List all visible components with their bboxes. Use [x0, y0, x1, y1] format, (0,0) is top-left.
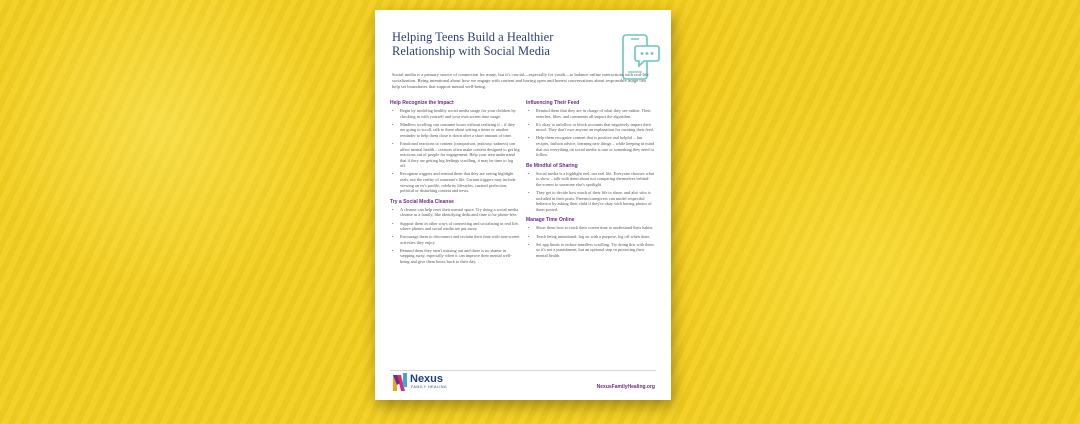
list-item: • A cleanse can help reset their mental space. Try doing a social media cleanse as a family, like identifying dedicated time to be phone-free. [390, 207, 520, 218]
list-item: • Social media is a highlight reel, not real life. Everyone chooses what to show – talk with them about not comparing themselves behind-the-scenes to someone else's spotlight. [526, 171, 656, 188]
intro-paragraph: Social media is a primary source of connection for many, but it's crucial—especially for youth—to balance online interactions with real-life socialization. Being intentional about how we engage with content and having open and honest conversations about responsible usage can help set boundaries that support mental well-being. [392, 71, 649, 89]
left-column [390, 100, 520, 270]
page-title: Helping Teens Build a Healthier Relationship with Social Media [392, 30, 554, 58]
section-heading: Be Mindful of Sharing [526, 162, 578, 169]
list-item: • It's okay to unfollow or block accounts that negatively impact their mood. They don't owe anyone an explanation for curating their feed. [526, 122, 656, 133]
bullet-list [526, 171, 656, 213]
bullet-list [390, 207, 520, 265]
nexus-logo [393, 372, 465, 392]
footer-divider [390, 370, 656, 371]
list-item: • Emotional reactions to content (comparison, jealousy, sadness) can affect mental health – creators often make content designed to get big reactions out of people for engagement. Help your teen understand that if they are getting big feelings scrolling, it may be time to log off. [390, 141, 520, 169]
list-item: • They get to decide how much of their life to share, and also who is included in their posts. Parents/caregivers can model respectful behavior by asking their child if they're okay with having photos of them posted. [526, 190, 656, 212]
list-item: • Recognize triggers and remind them that they are seeing highlight reels, not the reality of someone's life. Certain triggers may include viewing an ex's profile, celebrity lifestyles, curated perfection, political or disturbing content and news. [390, 171, 520, 193]
list-item: • Set app limits to reduce mindless scrolling. Try doing this with them so it's not a punishment, but an optional step in protecting their mental health. [526, 242, 656, 259]
list-item: • Teach being intentional: log on with a purpose, log off when done. [526, 234, 656, 240]
bullet-list [526, 108, 656, 158]
website-link[interactable]: NexusFamilyHealing.org [596, 384, 655, 390]
tip-sheet-page [375, 10, 671, 400]
list-item: • Show them how to track their screen time to understand their habits. [526, 225, 656, 231]
list-item: • Mindless scrolling can consume hours without realizing it – if they are going to scroll, talk to them about setting a timer or another reminder to help them close it down after a short amount of time. [390, 122, 520, 139]
section-heading: Influencing Their Feed [526, 100, 580, 106]
section-heading: Manage Time Online [526, 217, 575, 224]
list-item: • Help them recognize content that is positive and helpful – fun recipes, fashion advice, learning new things – while keeping in mind that not everything on social media is true or something they need to follow. [526, 135, 656, 157]
section-heading: Help Recognize the Impact [390, 100, 454, 106]
bullet-list [390, 108, 520, 194]
list-item: • Begin by modeling healthy social media usage for your children by checking in with yourself and your own screen time usage. [390, 108, 520, 119]
section-heading: Try a Social Media Cleanse [390, 198, 454, 205]
list-item: • Remind them that they are in charge of what they see online. Their searches, likes, and comments all impact the algorithm. [526, 108, 656, 119]
nexus-logo-mark-icon [393, 373, 407, 391]
right-column [526, 100, 656, 263]
brand-tagline: FAMILY HEALING [411, 385, 448, 389]
list-item: • Support them in other ways of connecting and socializing in real life, where phones and social media are put away. [390, 221, 520, 232]
list-item: • Remind them they aren't missing out and there is no shame in stepping away, especially when it can improve their mental well-being and give them hours back to their day. [390, 248, 520, 265]
bullet-list [526, 225, 656, 258]
brand-name: Nexus [410, 373, 444, 385]
list-item: • Encourage them to disconnect and reclaim their time with non-screen activities they enjoy. [390, 234, 520, 245]
